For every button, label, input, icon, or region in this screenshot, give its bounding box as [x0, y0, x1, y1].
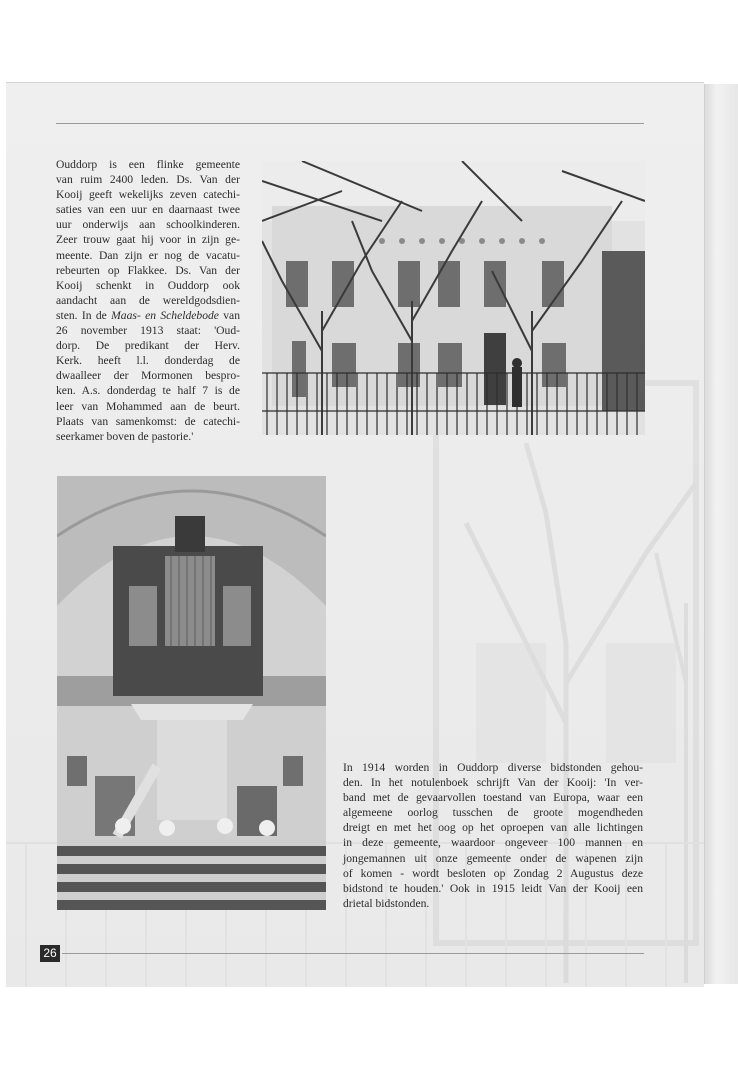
text-line: in deze gemeente, waardoor ongeveer 100 mannen en — [343, 836, 643, 850]
text-line: of komen - wordt besloten op Zondag 2 Augustus deze — [343, 866, 643, 880]
page-edge — [704, 84, 738, 984]
header-rule — [56, 123, 644, 124]
text-line: den. In het notulenboek schrijft Van der Kooij: 'In ver- — [343, 776, 643, 790]
text-line: algemeene oorlog tusschen de groote mogendheden — [343, 806, 643, 820]
text-line: Kerk. heeft l.l. donderdag de — [56, 354, 240, 368]
text-line: Plaats van samenkomst: de catechi- — [56, 414, 240, 428]
document-page — [6, 82, 704, 987]
text-line: Zeer trouw gaat hij voor in zijn ge- — [56, 233, 240, 247]
church-interior-photo-illustration — [57, 476, 326, 910]
text-line: leer van Mohammed aan de beurt. — [56, 399, 240, 413]
text-line: drietal bidstonden. — [343, 896, 430, 910]
text-line: dreigt en met het oog op het oproepen van alle lichtingen — [343, 821, 643, 835]
right-column-text — [343, 760, 643, 911]
text-line: seerkamer boven de pastorie.' — [56, 429, 194, 443]
text-line: Ouddorp is een flinke gemeente — [56, 158, 240, 171]
text-line: saties van een uur en daarnaast twee — [56, 203, 240, 217]
church-interior-photo — [57, 476, 326, 910]
text-line: ken. A.s. donderdag te half 7 is de — [56, 384, 240, 398]
text-line: Kooij schenkt in Ouddorp ook — [56, 278, 240, 292]
text-line: dorp. De predikant der Herv. — [56, 339, 240, 353]
text-line: rebeurten op Flakkee. Ds. Van der — [56, 263, 240, 277]
parsonage-photo-illustration — [262, 161, 645, 435]
text-line: uur onderwijs aan schoolkinderen. — [56, 218, 240, 232]
parsonage-photo — [262, 161, 645, 435]
text-line: meente. Dan zijn er nog de vacatu- — [56, 248, 240, 262]
page-number: 26 — [40, 945, 60, 962]
text-line: In 1914 worden in Ouddorp diverse bidstonden gehou- — [343, 761, 643, 774]
text-line: van ruim 2400 leden. Ds. Van der — [56, 173, 240, 187]
newspaper-title: Maas- en Scheldebode — [111, 308, 219, 322]
text-line-with-newspaper — [56, 308, 240, 323]
text-line: band met de gevaarvollen toestand van Europa, waar een — [343, 791, 643, 805]
text-line: 26 november 1913 staat: 'Oud- — [56, 324, 240, 338]
text-fragment: van — [218, 308, 240, 322]
text-line: dwaalleer der Mormonen bespro- — [56, 369, 240, 383]
footer-rule — [62, 953, 644, 954]
text-line: Kooij geeft wekelijks zeven catechi- — [56, 188, 240, 202]
left-column-text — [56, 157, 240, 444]
text-fragment: sten. In de — [56, 308, 112, 322]
text-line: jongemannen uit onze gemeente onder de wapenen zijn — [343, 851, 643, 865]
text-line: aandacht aan de wereldgodsdien- — [56, 293, 240, 307]
text-line: bidstond te houden.' Ook in 1915 leidt Van der Kooij een — [343, 881, 643, 895]
